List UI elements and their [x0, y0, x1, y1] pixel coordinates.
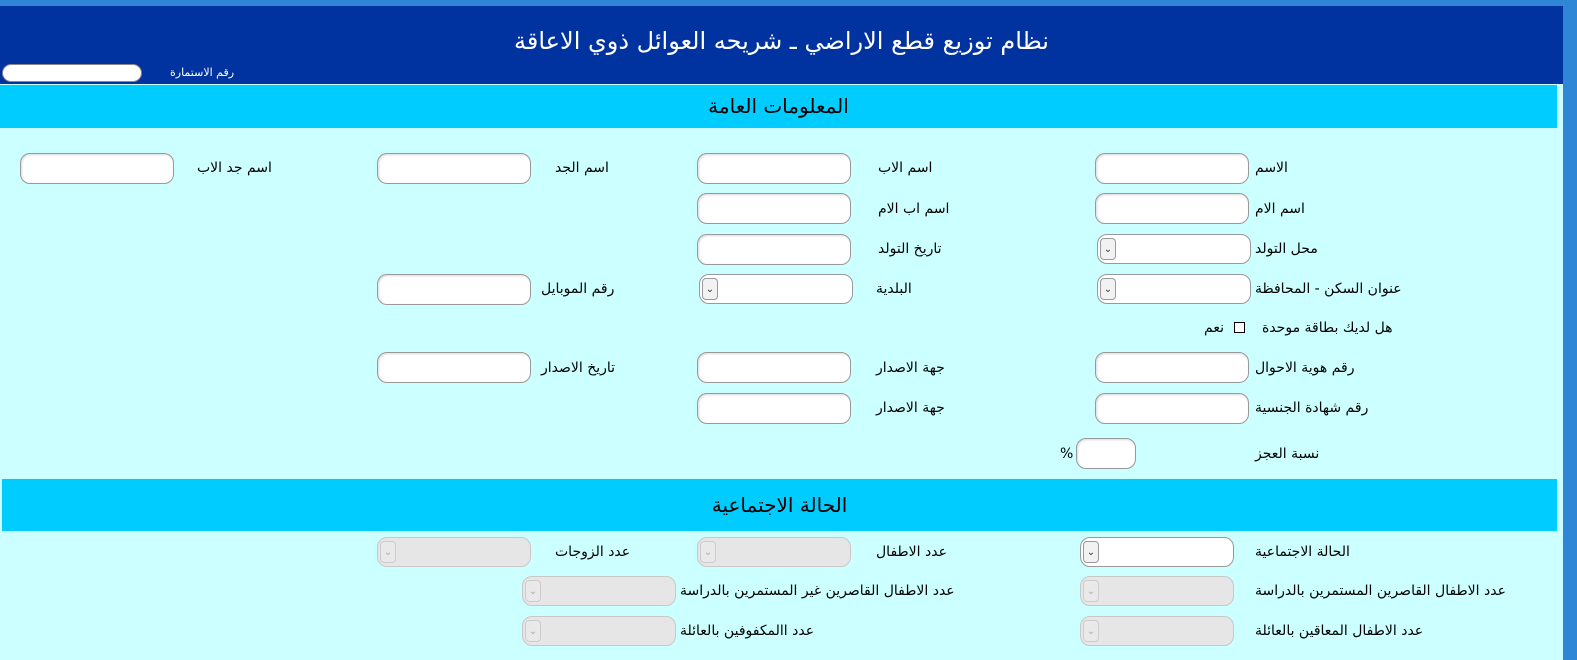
unified-card-question: هل لديك بطاقة موحدة [1262, 320, 1393, 336]
grandfather-name-input[interactable] [377, 153, 531, 184]
children-count-label: عدد الاطفال [876, 544, 947, 560]
chevron-down-icon: ⌄ [525, 580, 541, 602]
minors-not-in-school-label: عدد الاطفال القاصرين غير المستمرين بالدراسة [680, 583, 955, 599]
address-governorate-label: عنوان السكن - المحافظة [1255, 281, 1402, 297]
general-info-section-header [0, 85, 1557, 128]
general-info-section-title: المعلومات العامة [708, 94, 849, 118]
father-name-label: اسم الاب [878, 160, 933, 176]
mobile-label: رقم الموبايل [541, 281, 615, 297]
right-scroll-strip [1563, 0, 1577, 660]
disability-ratio-label: نسبة العجز [1255, 446, 1320, 462]
nationality-issuer-input[interactable] [697, 393, 851, 424]
name-label: الاسم [1255, 160, 1288, 176]
marital-status-label: الحالة الاجتماعية [1255, 544, 1350, 560]
nationality-issuer-label: جهة الاصدار [876, 400, 945, 416]
father-grandfather-name-input[interactable] [20, 153, 174, 184]
municipality-select[interactable] [699, 274, 853, 304]
birthplace-label: محل التولد [1255, 241, 1318, 257]
birthdate-input[interactable] [697, 234, 851, 265]
unified-card-yes-label: نعم [1204, 320, 1224, 336]
chevron-down-icon: ⌄ [1083, 620, 1099, 642]
minors-in-school-select[interactable] [1080, 576, 1234, 606]
mother-father-name-input[interactable] [697, 193, 851, 224]
birthdate-label: تاريخ التولد [878, 241, 942, 257]
chevron-down-icon: ⌄ [700, 541, 716, 563]
disabled-children-select[interactable] [1080, 616, 1234, 646]
mother-name-input[interactable] [1095, 193, 1249, 224]
blind-count-select[interactable] [522, 616, 676, 646]
issue-date-input[interactable] [377, 352, 531, 383]
mother-name-label: اسم الام [1255, 201, 1305, 217]
percent-sign: % [1060, 446, 1074, 462]
social-status-section-header [2, 479, 1557, 531]
blind-count-label: عدد االمكفوفين بالعائلة [680, 623, 815, 639]
mother-father-name-label: اسم اب الام [878, 201, 950, 217]
minors-not-in-school-select[interactable] [522, 576, 676, 606]
chevron-down-icon: ⌄ [1100, 278, 1116, 300]
father-name-input[interactable] [697, 153, 851, 184]
chevron-down-icon: ⌄ [380, 541, 396, 563]
grandfather-name-label: اسم الجد [555, 160, 609, 176]
nationality-cert-input[interactable] [1095, 393, 1249, 424]
issue-date-label: تاريخ الاصدار [541, 360, 616, 376]
marital-status-select[interactable] [1080, 537, 1234, 567]
children-count-select[interactable] [697, 537, 851, 567]
mobile-input[interactable] [377, 274, 531, 305]
name-input[interactable] [1095, 153, 1249, 184]
wives-count-select[interactable] [377, 537, 531, 567]
chevron-down-icon: ⌄ [1083, 541, 1099, 563]
governorate-select[interactable] [1097, 274, 1251, 304]
father-grandfather-name-label: اسم جد الاب [197, 160, 272, 176]
civil-id-issuer-label: جهة الاصدار [876, 360, 945, 376]
unified-card-checkbox[interactable] [1234, 322, 1245, 333]
page-title: نظام توزيع قطع الاراضي ـ شريحه العوائل ذوي الاعاقة [514, 27, 1049, 55]
social-status-section-title: الحالة الاجتماعية [711, 493, 848, 517]
chevron-down-icon: ⌄ [1083, 580, 1099, 602]
form-number-input[interactable] [2, 64, 142, 82]
nationality-cert-label: رقم شهادة الجنسية [1255, 400, 1369, 416]
municipality-label: البلدية [876, 281, 912, 297]
chevron-down-icon: ⌄ [525, 620, 541, 642]
wives-count-label: عدد الزوجات [555, 544, 631, 560]
disabled-children-label: عدد الاطفال المعاقين بالعائلة [1255, 623, 1424, 639]
form-number-label: رقم الاستمارة [170, 66, 235, 79]
chevron-down-icon: ⌄ [1100, 238, 1116, 260]
disability-ratio-input[interactable] [1076, 438, 1136, 469]
civil-id-input[interactable] [1095, 352, 1249, 383]
chevron-down-icon: ⌄ [702, 278, 718, 300]
birthplace-select[interactable] [1097, 234, 1251, 264]
minors-in-school-label: عدد الاطفال القاصرين المستمرين بالدراسة [1255, 583, 1506, 599]
civil-id-issuer-input[interactable] [697, 352, 851, 383]
civil-id-label: رقم هوية الاحوال [1255, 360, 1355, 376]
